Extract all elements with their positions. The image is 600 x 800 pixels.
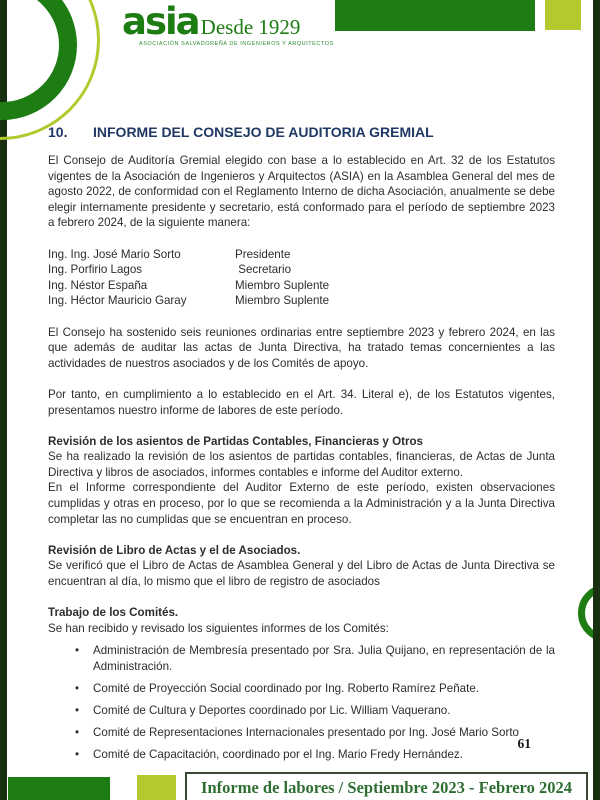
roster-row [48, 278, 555, 294]
bullet-item: • Comité de Cultura y Deportes coordinado por Lic. William Vaquerano. [48, 703, 555, 719]
section-number: 10. [48, 124, 68, 140]
logo-since-text: Desde 1929 [200, 15, 301, 39]
heading-libros: Revisión de Libro de Actas y el de Asociados. [48, 543, 301, 557]
council-roster [48, 247, 555, 309]
logo-wordmark: asia [122, 0, 199, 43]
footer-yellow-square [137, 775, 176, 800]
asia-logo [122, 0, 334, 47]
comites-bullet-list [48, 643, 555, 763]
header-green-bar [335, 0, 535, 31]
roster-name: Ing. Néstor España [48, 278, 148, 292]
libros-body: Se verificó que el Libro de Actas de Asamblea General y del Libro de Actas de Junta Directiva se encuentran al día, lo mismo que el libro de registro de asociados [48, 559, 555, 589]
section-title [48, 124, 555, 140]
meetings-paragraph: El Consejo ha sostenido seis reuniones ordinarias entre septiembre 2023 y febrero 2024, en las que además de auditar las actas de Junta Directiva, ha tratado temas concernientes a las actividades de nuestros asociados y de los Comités de apoyo. [48, 325, 555, 370]
section-title-text: INFORME DEL CONSEJO DE AUDITORIA GREMIAL [93, 124, 434, 140]
intro-paragraph: El Consejo de Auditoría Gremial elegido con base a lo establecido en Art. 32 de los Estatutos vigentes de la Asociación de Ingenieros y Arquitectos (ASIA) en la Asamblea General del mes de agosto 2022, de conformidad con el Reglamento Interno de dicha Asociación, anualmente se debe elegir internamente presidente y secretario, está conformado para el período de septiembre 2023 a febrero 2024, de la siguiente manera: [48, 154, 555, 230]
heading-comites: Trabajo de los Comités. [48, 606, 179, 620]
roster-name: Ing. Héctor Mauricio Garay [48, 294, 187, 308]
document-body [48, 124, 555, 762]
bullet-item: • Comité de Proyección Social coordinado por Ing. Roberto Ramírez Peñate. [48, 681, 555, 697]
roster-row [48, 247, 555, 263]
bullet-item: • Comité de Representaciones Internacionales presentado por Ing. José Mario Sorto [48, 725, 555, 741]
partidas-body-1: Se ha realizado la revisión de los asientos de partidas contables, financieras, de Actas de Junta Directiva y libros de asociados, informes contables e informe del Auditor externo. [48, 450, 555, 479]
roster-role: Miembro Suplente [235, 294, 330, 308]
logo-subtitle: ASOCIACIÓN SALVADOREÑA DE INGENIEROS Y ARQUITECTOS [139, 41, 334, 47]
header-yellow-square [545, 0, 581, 30]
roster-name: Ing. Porfirio Lagos [48, 263, 143, 277]
roster-role: Presidente [235, 247, 291, 261]
roster-row [48, 293, 555, 309]
roster-role: Miembro Suplente [235, 278, 330, 292]
heading-partidas: Revisión de los asientos de Partidas Contables, Financieras y Otros [48, 434, 423, 448]
right-edge-bar [593, 0, 600, 800]
roster-name: Ing. Ing. José Mario Sorto [48, 247, 181, 261]
footer-green-bar [8, 777, 110, 800]
page-number: 61 [517, 736, 531, 751]
comites-body: Se han recibido y revisado los siguientes informes de los Comités: [48, 621, 389, 635]
footer-report-title: Informe de labores / Septiembre 2023 - Febrero 2024 [185, 772, 588, 800]
por-tanto-paragraph: Por tanto, en cumplimiento a lo establecido en el Art. 34. Literal e), de los Estatutos vigentes, presentamos nuestro informe de labores de este período. [48, 387, 555, 417]
roster-role: Secretario [235, 263, 292, 277]
roster-row [48, 262, 555, 278]
bullet-item: • Comité de Capacitación, coordinado por el Ing. Mario Fredy Hernández. [48, 747, 555, 763]
bullet-item: • Administración de Membresía presentado por Sra. Julia Quijano, en representación de la Administración. [48, 643, 555, 674]
partidas-body-2: En el Informe correspondiente del Auditor Externo de este período, existen observaciones cumplidas y otras en proceso, por lo que se recomienda a la Administración y a la Junta Directiva completar las no cumplidas que se encuentran en proceso. [48, 481, 555, 526]
